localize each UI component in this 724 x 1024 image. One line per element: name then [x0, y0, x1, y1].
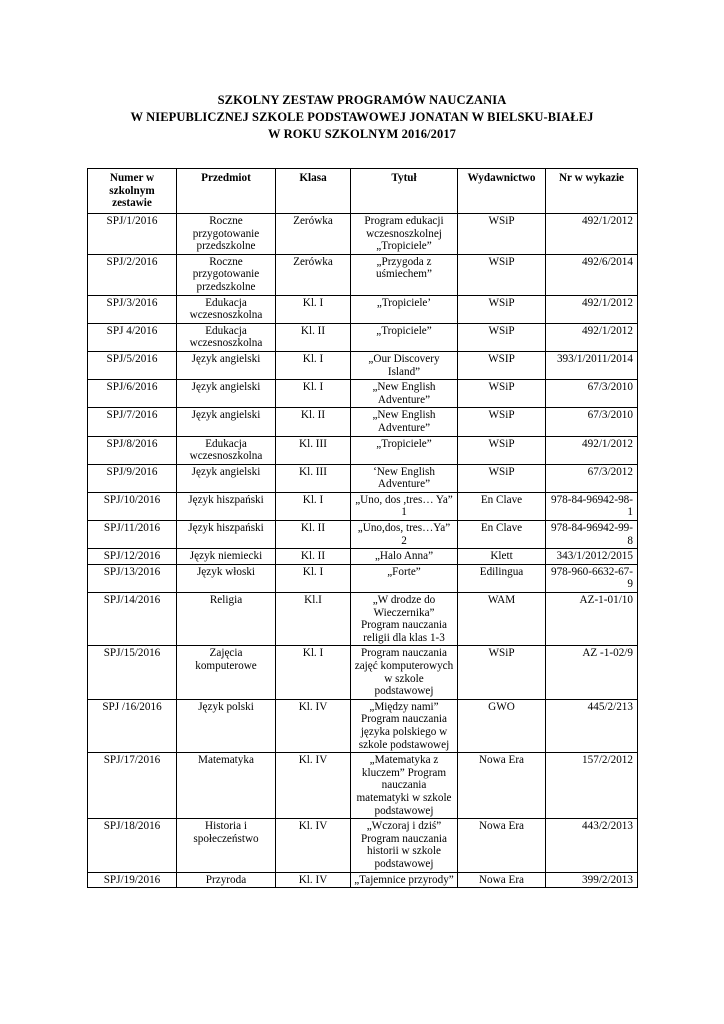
cell-nr-w-wykazie: 492/1/2012 [546, 295, 638, 323]
cell-klasa: Kl. I [276, 380, 351, 408]
table-row [88, 254, 638, 295]
cell-wydawnictwo: WSIP [458, 351, 546, 379]
table-header-row [88, 169, 638, 214]
cell-przedmiot: Historia i społeczeństwo [177, 819, 276, 872]
cell-numer: SPJ/5/2016 [88, 351, 177, 379]
cell-tytul: ‘New English Adventure” [351, 464, 458, 492]
table-row [88, 323, 638, 351]
title-line-1: SZKOLNY ZESTAW PROGRAMÓW NAUCZANIA [217, 93, 507, 107]
header-tytul: Tytuł [351, 169, 458, 214]
cell-numer: SPJ/17/2016 [88, 753, 177, 819]
cell-numer: SPJ /16/2016 [88, 699, 177, 752]
cell-nr-w-wykazie: 492/1/2012 [546, 323, 638, 351]
cell-tytul: „New English Adventure” [351, 380, 458, 408]
table-row [88, 564, 638, 592]
cell-wydawnictwo: WSiP [458, 214, 546, 255]
cell-tytul: „Uno, dos ,tres… Ya” 1 [351, 492, 458, 520]
cell-przedmiot: Roczne przygotowanie przedszkolne [177, 254, 276, 295]
cell-przedmiot: Język angielski [177, 351, 276, 379]
table-row [88, 646, 638, 699]
cell-przedmiot: Język polski [177, 699, 276, 752]
cell-przedmiot: Edukacja wczesnoszkolna [177, 436, 276, 464]
cell-wydawnictwo: WSiP [458, 646, 546, 699]
cell-wydawnictwo: Nowa Era [458, 872, 546, 888]
cell-klasa: Zerówka [276, 254, 351, 295]
cell-przedmiot: Język hiszpański [177, 492, 276, 520]
cell-przedmiot: Matematyka [177, 753, 276, 819]
table-row [88, 593, 638, 646]
header-klasa: Klasa [276, 169, 351, 214]
cell-tytul: Program nauczania zajęć komputerowych w szkole podstawowej [351, 646, 458, 699]
cell-wydawnictwo: Edilingua [458, 564, 546, 592]
cell-nr-w-wykazie: 67/3/2010 [546, 408, 638, 436]
cell-wydawnictwo: GWO [458, 699, 546, 752]
cell-klasa: Kl. IV [276, 819, 351, 872]
cell-tytul: „Tropiciele” [351, 436, 458, 464]
cell-klasa: Kl. I [276, 646, 351, 699]
cell-przedmiot: Zajęcia komputerowe [177, 646, 276, 699]
table-row [88, 872, 638, 888]
cell-numer: SPJ/10/2016 [88, 492, 177, 520]
cell-wydawnictwo: Nowa Era [458, 819, 546, 872]
table-row [88, 492, 638, 520]
cell-klasa: Kl. III [276, 436, 351, 464]
cell-klasa: Zerówka [276, 214, 351, 255]
table-row [88, 214, 638, 255]
cell-nr-w-wykazie: 443/2/2013 [546, 819, 638, 872]
table-row [88, 521, 638, 549]
cell-numer: SPJ/7/2016 [88, 408, 177, 436]
cell-tytul: „Tropiciele” [351, 323, 458, 351]
cell-nr-w-wykazie: 343/1/2012/2015 [546, 549, 638, 565]
cell-tytul: „Uno,dos, tres…Ya” 2 [351, 521, 458, 549]
cell-tytul: „Matematyka z kluczem” Program nauczania matematyki w szkole podstawowej [351, 753, 458, 819]
cell-tytul: „Tropiciele’ [351, 295, 458, 323]
cell-wydawnictwo: WSiP [458, 380, 546, 408]
cell-numer: SPJ/1/2016 [88, 214, 177, 255]
programs-table [87, 168, 638, 888]
cell-numer: SPJ/2/2016 [88, 254, 177, 295]
cell-tytul: Program edukacji wczesnoszkolnej „Tropiciele” [351, 214, 458, 255]
cell-wydawnictwo: WSiP [458, 254, 546, 295]
cell-przedmiot: Przyroda [177, 872, 276, 888]
cell-nr-w-wykazie: 978-84-96942-98-1 [546, 492, 638, 520]
cell-klasa: Kl. II [276, 521, 351, 549]
cell-tytul: „Przygoda z uśmiechem” [351, 254, 458, 295]
cell-przedmiot: Religia [177, 593, 276, 646]
cell-nr-w-wykazie: 492/6/2014 [546, 254, 638, 295]
table-row [88, 549, 638, 565]
document-title [0, 92, 724, 143]
cell-wydawnictwo: WSiP [458, 323, 546, 351]
table-row [88, 436, 638, 464]
cell-numer: SPJ/6/2016 [88, 380, 177, 408]
cell-nr-w-wykazie: 67/3/2012 [546, 464, 638, 492]
cell-nr-w-wykazie: 978-84-96942-99-8 [546, 521, 638, 549]
cell-numer: SPJ/3/2016 [88, 295, 177, 323]
cell-klasa: Kl. II [276, 323, 351, 351]
cell-tytul: „Our Discovery Island” [351, 351, 458, 379]
cell-wydawnictwo: Klett [458, 549, 546, 565]
table-row [88, 351, 638, 379]
table-row [88, 408, 638, 436]
cell-numer: SPJ/14/2016 [88, 593, 177, 646]
cell-przedmiot: Edukacja wczesnoszkolna [177, 323, 276, 351]
cell-numer: SPJ/15/2016 [88, 646, 177, 699]
cell-nr-w-wykazie: 445/2/213 [546, 699, 638, 752]
cell-klasa: Kl.I [276, 593, 351, 646]
table-row [88, 464, 638, 492]
cell-wydawnictwo: WSiP [458, 408, 546, 436]
cell-tytul: „New English Adventure” [351, 408, 458, 436]
table-row [88, 295, 638, 323]
cell-tytul: „Tajemnice przyrody” [351, 872, 458, 888]
cell-klasa: Kl. I [276, 295, 351, 323]
cell-wydawnictwo: Nowa Era [458, 753, 546, 819]
cell-klasa: Kl. I [276, 492, 351, 520]
cell-nr-w-wykazie: AZ -1-02/9 [546, 646, 638, 699]
cell-wydawnictwo: WSiP [458, 436, 546, 464]
cell-klasa: Kl. II [276, 549, 351, 565]
cell-przedmiot: Język niemiecki [177, 549, 276, 565]
table-row [88, 699, 638, 752]
table-row [88, 819, 638, 872]
title-line-2: W NIEPUBLICZNEJ SZKOLE PODSTAWOWEJ JONATAN W BIELSKU-BIAŁEJ [130, 110, 594, 124]
header-wydawnictwo: Wydawnictwo [458, 169, 546, 214]
cell-numer: SPJ/13/2016 [88, 564, 177, 592]
cell-przedmiot: Język angielski [177, 380, 276, 408]
cell-numer: SPJ/11/2016 [88, 521, 177, 549]
cell-wydawnictwo: En Clave [458, 492, 546, 520]
header-numer: Numer w szkolnym zestawie [88, 169, 177, 214]
cell-przedmiot: Język angielski [177, 408, 276, 436]
cell-klasa: Kl. IV [276, 699, 351, 752]
cell-przedmiot: Język włoski [177, 564, 276, 592]
table-row [88, 380, 638, 408]
cell-klasa: Kl. IV [276, 872, 351, 888]
cell-klasa: Kl. IV [276, 753, 351, 819]
cell-tytul: „W drodze do Wieczernika” Program nauczania religii dla klas 1-3 [351, 593, 458, 646]
table-body [88, 214, 638, 888]
cell-tytul: „Wczoraj i dziś” Program nauczania historii w szkole podstawowej [351, 819, 458, 872]
header-przedmiot: Przedmiot [177, 169, 276, 214]
header-nr-w-wykazie: Nr w wykazie [546, 169, 638, 214]
cell-tytul: „Między nami” Program nauczania języka polskiego w szkole podstawowej [351, 699, 458, 752]
cell-klasa: Kl. I [276, 564, 351, 592]
cell-numer: SPJ/19/2016 [88, 872, 177, 888]
title-line-3: W ROKU SZKOLNYM 2016/2017 [267, 127, 457, 141]
cell-nr-w-wykazie: 157/2/2012 [546, 753, 638, 819]
table-row [88, 753, 638, 819]
cell-nr-w-wykazie: 492/1/2012 [546, 214, 638, 255]
cell-numer: SPJ 4/2016 [88, 323, 177, 351]
cell-numer: SPJ/8/2016 [88, 436, 177, 464]
cell-wydawnictwo: WSiP [458, 464, 546, 492]
cell-nr-w-wykazie: 393/1/2011/2014 [546, 351, 638, 379]
cell-nr-w-wykazie: AZ-1-01/10 [546, 593, 638, 646]
cell-przedmiot: Język hiszpański [177, 521, 276, 549]
cell-numer: SPJ/18/2016 [88, 819, 177, 872]
cell-klasa: Kl. II [276, 408, 351, 436]
cell-klasa: Kl. I [276, 351, 351, 379]
cell-wydawnictwo: WAM [458, 593, 546, 646]
cell-klasa: Kl. III [276, 464, 351, 492]
cell-wydawnictwo: WSiP [458, 295, 546, 323]
cell-przedmiot: Roczne przygotowanie przedszkolne [177, 214, 276, 255]
cell-numer: SPJ/9/2016 [88, 464, 177, 492]
cell-nr-w-wykazie: 492/1/2012 [546, 436, 638, 464]
cell-przedmiot: Edukacja wczesnoszkolna [177, 295, 276, 323]
cell-nr-w-wykazie: 67/3/2010 [546, 380, 638, 408]
cell-numer: SPJ/12/2016 [88, 549, 177, 565]
cell-nr-w-wykazie: 978-960-6632-67-9 [546, 564, 638, 592]
cell-przedmiot: Język angielski [177, 464, 276, 492]
cell-tytul: „Halo Anna” [351, 549, 458, 565]
cell-nr-w-wykazie: 399/2/2013 [546, 872, 638, 888]
cell-tytul: „Forte” [351, 564, 458, 592]
cell-wydawnictwo: En Clave [458, 521, 546, 549]
